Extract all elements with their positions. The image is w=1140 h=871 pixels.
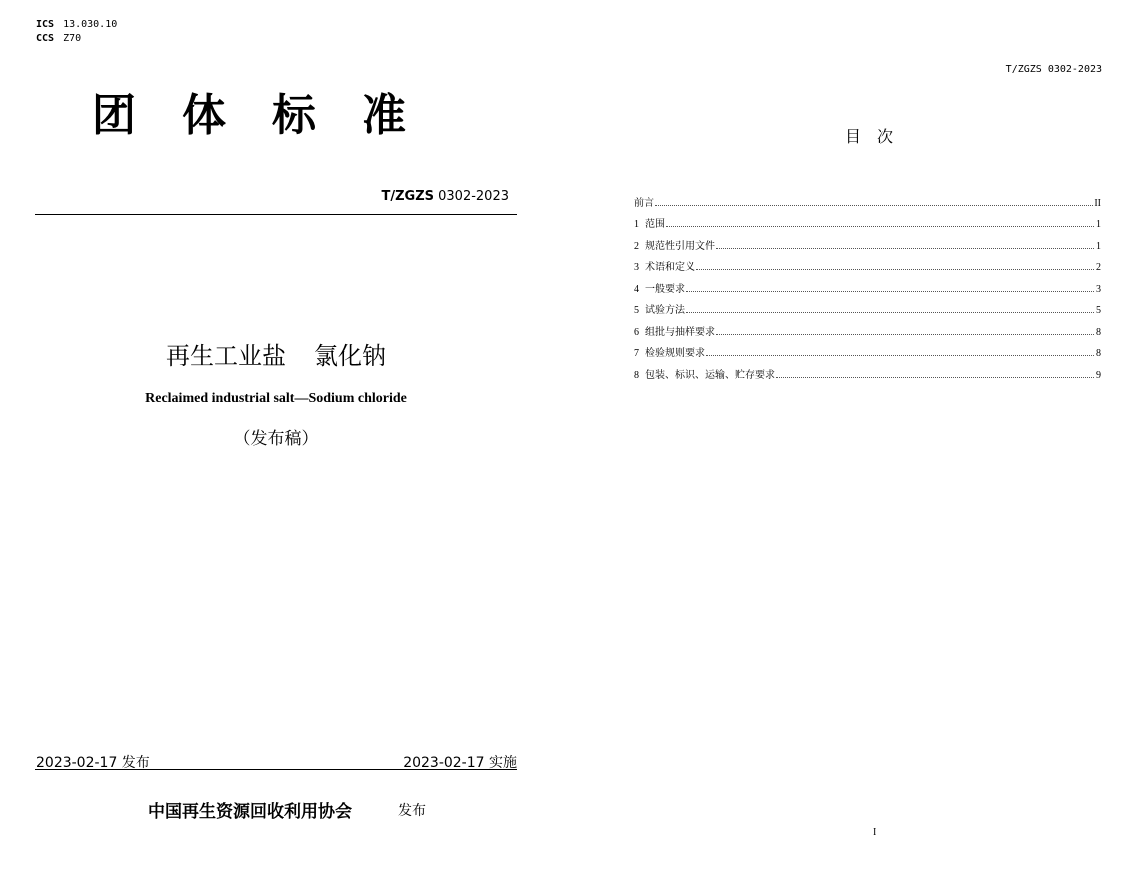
- toc-entry-label: 前言: [634, 197, 654, 209]
- toc-entry-label: 术语和定义: [645, 262, 695, 273]
- bottom-divider: [35, 769, 517, 770]
- publish-date: 2023-02-17 发布: [36, 755, 150, 771]
- toc-entry[interactable]: [634, 230, 1101, 252]
- toc-leader-dots: [706, 355, 1094, 356]
- toc-entry-number: 3: [634, 262, 639, 273]
- toc-entry-label: 规范性引用文件: [645, 240, 715, 252]
- publishing-organization-suffix: 发布: [398, 803, 426, 819]
- toc-entry-label: 一般要求: [645, 283, 685, 295]
- chinese-title-part1: 再生工业盐: [166, 342, 286, 370]
- toc-entry-label: 范围: [645, 219, 665, 230]
- toc-entry-page: 1: [1096, 219, 1101, 230]
- toc-leader-dots: [716, 248, 1094, 249]
- standard-type-title: 团体标准: [92, 90, 452, 141]
- ccs-code: [36, 32, 81, 46]
- toc-entry-label: 试验方法: [645, 305, 685, 316]
- draft-status: （发布稿）: [233, 429, 319, 449]
- page-number: I: [873, 827, 877, 838]
- toc-entry-page: 9: [1096, 369, 1101, 381]
- english-title: Reclaimed industrial salt—Sodium chloride: [145, 391, 407, 406]
- toc-entry-number: 1: [634, 219, 639, 230]
- toc-leader-dots: [776, 377, 1094, 378]
- standard-code: [381, 189, 509, 204]
- toc-leader-dots: [696, 269, 1094, 270]
- toc-title: [845, 124, 893, 147]
- toc-title-part1: 目: [845, 127, 862, 146]
- toc-entry-page: 8: [1096, 348, 1101, 359]
- toc-entry-label: 检验规则要求: [645, 348, 705, 359]
- toc-entry-number: 6: [634, 326, 639, 338]
- toc-entry[interactable]: [634, 252, 1101, 274]
- toc-entry-label: 包装、标识、运输、贮存要求: [645, 369, 775, 381]
- implement-date: 2023-02-17 实施: [403, 755, 517, 771]
- ics-value: 13.030.10: [63, 19, 118, 30]
- toc-entry[interactable]: [634, 338, 1101, 360]
- page-header-code: T/ZGZS 0302-2023: [1005, 64, 1102, 75]
- toc-leader-dots: [655, 205, 1093, 206]
- toc-entry-page: 8: [1096, 326, 1101, 338]
- toc-entry[interactable]: [634, 359, 1101, 381]
- toc-entry-page: 1: [1096, 240, 1101, 252]
- toc-entry[interactable]: [634, 187, 1101, 209]
- toc-entry-number: 8: [634, 369, 639, 381]
- toc-entry[interactable]: [634, 209, 1101, 231]
- toc-entry[interactable]: [634, 316, 1101, 338]
- chinese-title: [35, 336, 517, 371]
- toc-entry-page: 3: [1096, 283, 1101, 295]
- toc-entry-page: II: [1094, 197, 1101, 209]
- toc-entry-number: 7: [634, 348, 639, 359]
- toc-entry-page: 2: [1096, 262, 1101, 273]
- toc-entry-page: 5: [1096, 305, 1101, 316]
- standard-prefix: T/ZGZS: [381, 189, 434, 204]
- ccs-label: CCS: [36, 33, 55, 44]
- toc-entry-number: 4: [634, 283, 639, 295]
- toc-leader-dots: [666, 226, 1094, 227]
- toc-leader-dots: [686, 291, 1094, 292]
- toc-leader-dots: [716, 334, 1094, 335]
- toc-entry-number: 5: [634, 305, 639, 316]
- ics-code: [36, 18, 117, 32]
- chinese-title-part2: 氯化钠: [314, 342, 386, 370]
- toc-entry[interactable]: [634, 273, 1101, 295]
- table-of-contents: [634, 187, 1101, 381]
- toc-entry-label: 组批与抽样要求: [645, 326, 715, 338]
- publishing-organization: 中国再生资源回收利用协会: [148, 802, 352, 822]
- ccs-value: Z70: [63, 33, 82, 44]
- standard-number: 0302-2023: [438, 189, 509, 204]
- toc-leader-dots: [686, 312, 1094, 313]
- toc-entry-number: 2: [634, 240, 639, 252]
- toc-entry[interactable]: [634, 295, 1101, 317]
- top-divider: [35, 214, 517, 215]
- toc-title-part2: 次: [877, 127, 894, 146]
- ics-label: ICS: [36, 19, 55, 30]
